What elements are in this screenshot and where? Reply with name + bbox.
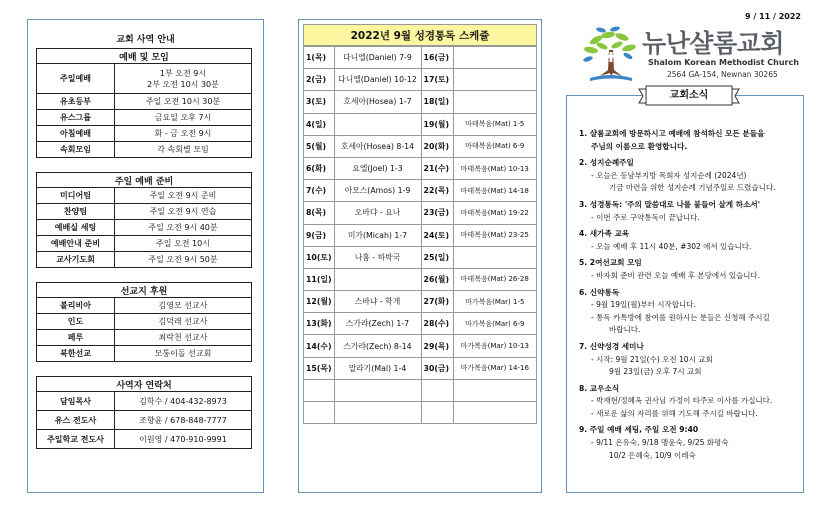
news-item-continuation: 주님의 이름으로 환영합니다. <box>591 141 688 151</box>
schedule-row <box>304 91 537 113</box>
schedule-reading: 마태복음(Mat) 6-9 <box>453 135 536 157</box>
news-item-continuation: 9월 23일(금) 오후 7시 교회 <box>609 367 702 377</box>
prep-name: 예배안내 준비 <box>37 236 115 252</box>
news-panel <box>566 90 804 493</box>
schedule-row <box>304 357 537 379</box>
schedule-row <box>304 180 537 202</box>
prep-value: 주일 오전 9시 40분 <box>115 220 252 236</box>
schedule-date: 17(토) <box>421 69 453 91</box>
schedule-date: 21(수) <box>421 157 453 179</box>
schedule-date: 24(토) <box>421 224 453 246</box>
news-item-continuation: 기금 마련을 위한 성지순례 기념주일로 드렸습니다. <box>609 183 776 193</box>
schedule-date: 27(화) <box>421 291 453 313</box>
prep-value: 주일 오전 9시 연습 <box>115 204 252 220</box>
news-item-line: - 오늘은 동남부지방 목회자 성지순례 (2024년) <box>591 170 747 180</box>
news-title: 교회소식 <box>669 90 709 101</box>
prep-value: 주일 오전 10시 <box>115 236 252 252</box>
schedule-reading: 나훔 - 하박국 <box>334 246 421 268</box>
schedule-date: 14(수) <box>304 335 335 357</box>
news-item-title: 8. 교우소식 <box>579 383 620 393</box>
schedule-row <box>304 157 537 179</box>
mission-table <box>36 282 252 362</box>
worship-table <box>36 48 252 158</box>
schedule-reading <box>334 402 421 424</box>
prep-name: 교사기도회 <box>37 252 115 268</box>
schedule-reading <box>453 402 536 424</box>
news-item-title: 2. 성지순례주일 <box>579 158 634 168</box>
mission-header: 선교지 후원 <box>37 283 252 298</box>
schedule-date: 16(금) <box>421 47 453 69</box>
news-item-title: 9. 주일 예배 세팅, 주일 오전 9:40 <box>579 425 699 435</box>
schedule-date: 15(목) <box>304 357 335 379</box>
mission-name: 북한선교 <box>37 346 115 362</box>
schedule-row <box>304 224 537 246</box>
worship-name: 유스그룹 <box>37 110 115 126</box>
schedule-reading: 미가(Micah) 1-7 <box>334 224 421 246</box>
news-item-title: 6. 신약통독 <box>579 287 620 297</box>
schedule-row <box>304 202 537 224</box>
news-item-line: - 시작: 9월 21일(수) 오전 10시 교회 <box>591 354 713 364</box>
schedule-reading: 아모스(Amos) 1-9 <box>334 180 421 202</box>
schedule-reading: 마태복음(Mat) 10-13 <box>453 157 536 179</box>
schedule-reading <box>453 246 536 268</box>
schedule-date: 12(월) <box>304 291 335 313</box>
schedule-date: 20(화) <box>421 135 453 157</box>
news-banner <box>637 85 741 107</box>
schedule-row <box>304 313 537 335</box>
schedule-reading: 마가복음(Mar) 14-16 <box>453 357 536 379</box>
schedule-date: 22(목) <box>421 180 453 202</box>
schedule-date: 11(일) <box>304 268 335 290</box>
schedule-reading: 호세아(Hosea) 8-14 <box>334 135 421 157</box>
worship-line: 1부 오전 9시 <box>159 68 207 78</box>
news-item-line: - 9월 19일(월)부터 시작합니다. <box>591 300 696 310</box>
schedule-row <box>304 268 537 290</box>
schedule-reading: 다니엘(Daniel) 7-9 <box>334 47 421 69</box>
schedule-reading: 마태복음(Mat) 1-5 <box>453 113 536 135</box>
news-item <box>579 199 799 228</box>
schedule-reading: 마가복음(Mar) 6-9 <box>453 313 536 335</box>
news-item-line: - 오늘 예배 후 11시 40분, #302 에서 있습니다. <box>591 241 752 251</box>
schedule-date: 6(화) <box>304 157 335 179</box>
church-logo-icon <box>582 26 640 88</box>
news-item <box>579 228 799 257</box>
ministry-title: 교회 사역 안내 <box>116 35 175 45</box>
schedule-row <box>304 379 537 401</box>
schedule-date: 1(목) <box>304 47 335 69</box>
schedule-reading: 말라기(Mal) 1-4 <box>334 357 421 379</box>
schedule-reading <box>334 268 421 290</box>
news-item <box>579 383 799 425</box>
news-item-title: 4. 새가족 교육 <box>579 229 630 239</box>
schedule-reading: 마가복음(Mar) 1-5 <box>453 291 536 313</box>
news-item <box>579 341 799 383</box>
news-item-line: - 새로운 삶의 자리를 위해 기도해 주시길 바랍니다. <box>591 408 758 418</box>
contact-value: 조향윤 / 678-848-7777 <box>115 411 252 430</box>
news-item-line: - 바자회 준비 관련 오늘 예배 후 본당에서 있습니다. <box>591 270 761 280</box>
schedule-reading <box>453 69 536 91</box>
schedule-reading: 마태복음(Mat) 19-22 <box>453 202 536 224</box>
schedule-date: 26(월) <box>421 268 453 290</box>
schedule-date: 30(금) <box>421 357 453 379</box>
schedule-date: 5(월) <box>304 135 335 157</box>
schedule-reading <box>453 91 536 113</box>
mission-name: 볼리비아 <box>37 298 115 314</box>
mission-value: 김덕래 선교사 <box>115 314 252 330</box>
schedule-reading <box>453 47 536 69</box>
schedule-date <box>304 379 335 401</box>
worship-value: 화 - 금 오전 9시 <box>115 126 252 142</box>
prep-header: 주일 예배 준비 <box>37 173 252 188</box>
schedule-reading: 호세아(Hosea) 1-7 <box>334 91 421 113</box>
prep-value: 주일 오전 9시 준비 <box>115 188 252 204</box>
schedule-reading <box>453 379 536 401</box>
schedule-reading: 다니엘(Daniel) 10-12 <box>334 69 421 91</box>
mission-name: 인도 <box>37 314 115 330</box>
schedule-reading: 스가랴(Zech) 1-7 <box>334 313 421 335</box>
schedule-reading: 스가랴(Zech) 8-14 <box>334 335 421 357</box>
prep-name: 미디어팀 <box>37 188 115 204</box>
news-item-line: - 박재현/정혜옥 권사님 가정이 타주로 이사를 가십니다. <box>591 396 773 406</box>
news-item-line: - 통독 카톡방에 참여를 원하시는 분들은 신청해 주시길 <box>591 312 770 322</box>
news-item-line: - 이번 주로 구약통독이 끝납니다. <box>591 212 700 222</box>
schedule-row <box>304 402 537 424</box>
schedule-reading: 마태복음(Mat) 23-25 <box>453 224 536 246</box>
contact-value: 이원영 / 470-910-9991 <box>115 430 252 449</box>
worship-line: 2부 오전 10시 30분 <box>147 79 219 89</box>
schedule-date: 4(일) <box>304 113 335 135</box>
schedule-date: 10(토) <box>304 246 335 268</box>
news-item-continuation: 바랍니다. <box>609 325 641 335</box>
schedule-reading: 오바댜 - 요나 <box>334 202 421 224</box>
schedule-reading <box>334 113 421 135</box>
schedule-title: 2022년 9월 성경통독 스케쥴 <box>303 24 537 46</box>
schedule-date <box>421 379 453 401</box>
contact-name: 담임목사 <box>37 392 115 411</box>
mission-name: 페루 <box>37 330 115 346</box>
schedule-reading: 마가복음(Mar) 10-13 <box>453 335 536 357</box>
contact-name: 주일학교 전도사 <box>37 430 115 449</box>
schedule-date: 19(월) <box>421 113 453 135</box>
contact-header: 사역자 연락처 <box>37 377 252 392</box>
schedule-row <box>304 246 537 268</box>
worship-name: 아침예배 <box>37 126 115 142</box>
schedule-date: 29(목) <box>421 335 453 357</box>
news-item-title: 7. 신약성경 세미나 <box>579 341 644 351</box>
ministry-panel <box>27 19 264 493</box>
prep-value: 주일 오전 9시 50분 <box>115 252 252 268</box>
schedule-table <box>303 46 537 424</box>
schedule-date: 18(일) <box>421 91 453 113</box>
schedule-date <box>304 402 335 424</box>
news-item-title: 1. 샬롬교회에 방문하시고 예배에 참석하신 모든 분들을 <box>579 129 765 138</box>
schedule-date: 8(목) <box>304 202 335 224</box>
worship-name: 주일예배 <box>37 64 115 94</box>
worship-name: 유초등부 <box>37 94 115 110</box>
prep-table <box>36 172 252 268</box>
news-item-title: 5. 2여선교회 모임 <box>579 258 642 268</box>
news-item-line: - 9/11 온유숙, 9/18 맹윤숙, 9/25 화평숙 <box>591 438 729 448</box>
news-item <box>579 128 799 157</box>
schedule-date: 23(금) <box>421 202 453 224</box>
schedule-row <box>304 47 537 69</box>
schedule-row <box>304 291 537 313</box>
schedule-reading: 스바냐 - 학개 <box>334 291 421 313</box>
schedule-reading <box>334 379 421 401</box>
mission-value: 최락천 선교사 <box>115 330 252 346</box>
church-header <box>570 8 804 92</box>
worship-value: 금요일 오후 7시 <box>115 110 252 126</box>
schedule-date: 25(일) <box>421 246 453 268</box>
schedule-date: 9(금) <box>304 224 335 246</box>
news-list <box>579 128 799 466</box>
worship-value: 각 속회별 모임 <box>115 142 252 158</box>
news-item <box>579 257 799 286</box>
news-item <box>579 287 799 341</box>
news-item <box>579 157 799 199</box>
schedule-date: 13(화) <box>304 313 335 335</box>
schedule-date: 28(수) <box>421 313 453 335</box>
schedule-row <box>304 135 537 157</box>
schedule-date: 7(수) <box>304 180 335 202</box>
schedule-row <box>304 69 537 91</box>
contact-table <box>36 376 252 449</box>
church-english-name: Shalom Korean Methodist Church <box>648 58 799 67</box>
schedule-row <box>304 113 537 135</box>
reading-schedule-panel <box>298 19 542 493</box>
schedule-reading: 마태복음(Mat) 14-18 <box>453 180 536 202</box>
worship-header: 예배 및 모임 <box>37 49 252 64</box>
schedule-reading: 마태복음(Mat) 26-28 <box>453 268 536 290</box>
worship-value: 주일 오전 10시 30분 <box>115 94 252 110</box>
contact-value: 김학수 / 404-432-8973 <box>115 392 252 411</box>
schedule-date: 3(토) <box>304 91 335 113</box>
schedule-reading: 요엘(Joel) 1-3 <box>334 157 421 179</box>
church-address: 2564 GA-154, Newnan 30265 <box>667 70 778 79</box>
mission-value: 모퉁이돌 선교회 <box>115 346 252 362</box>
news-item-title: 3. 성경통독: '주의 말씀대로 나를 붙들어 살게 하소서' <box>579 199 761 209</box>
mission-value: 김영모 선교사 <box>115 298 252 314</box>
worship-name: 속회모임 <box>37 142 115 158</box>
worship-value <box>115 64 252 94</box>
contact-name: 유스 전도사 <box>37 411 115 430</box>
prep-name: 예배실 세팅 <box>37 220 115 236</box>
schedule-date <box>421 402 453 424</box>
prep-name: 찬양팀 <box>37 204 115 220</box>
bulletin-date: 9 / 11 / 2022 <box>745 12 801 21</box>
church-name: 뉴난샬롬교회 <box>642 29 784 58</box>
schedule-date: 2(금) <box>304 69 335 91</box>
news-item <box>579 424 799 466</box>
news-item-continuation: 10/2 은혜숙, 10/9 이레숙 <box>609 450 696 460</box>
schedule-row <box>304 335 537 357</box>
